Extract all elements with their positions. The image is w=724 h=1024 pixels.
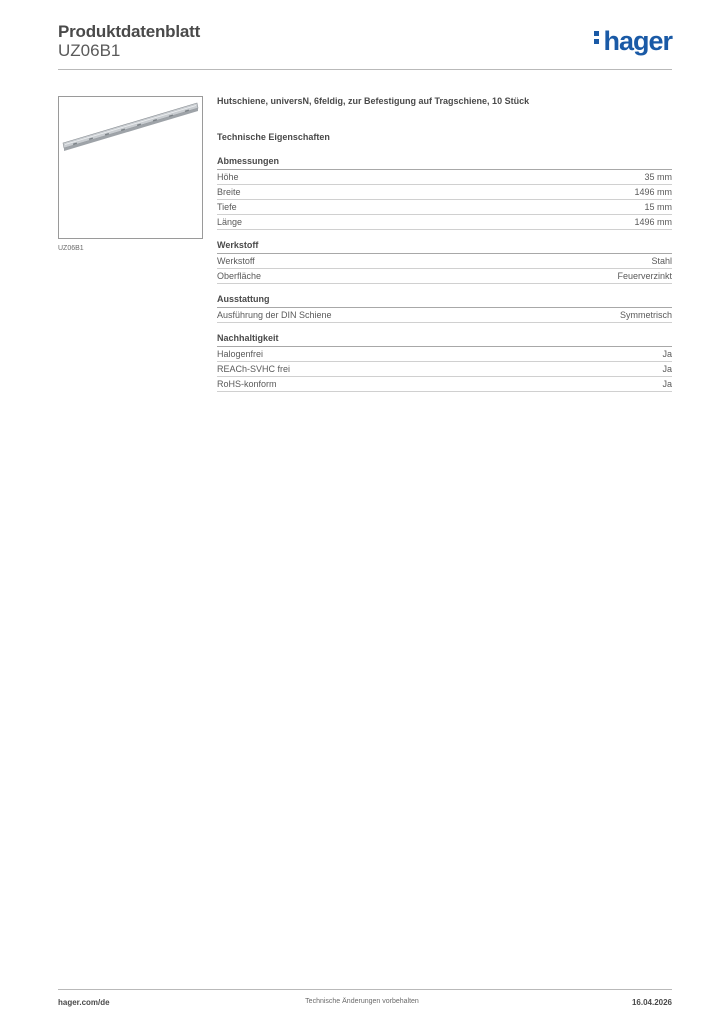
footer-date: 16.04.2026 bbox=[631, 998, 672, 1007]
group-title: Nachhaltigkeit bbox=[217, 333, 672, 347]
property-label: Länge bbox=[217, 217, 243, 227]
property-label: Höhe bbox=[217, 172, 239, 182]
property-row bbox=[217, 347, 672, 362]
group-title: Abmessungen bbox=[217, 156, 672, 170]
logo-dots-icon bbox=[594, 28, 600, 47]
product-description: Hutschiene, universN, 6feldig, zur Befestigung auf Tragschiene, 10 Stück bbox=[217, 96, 530, 106]
property-label: Breite bbox=[217, 187, 241, 197]
footer-notice: Technische Änderungen vorbehalten bbox=[305, 998, 419, 1005]
property-label: RoHS-konform bbox=[217, 379, 277, 389]
property-value: Ja bbox=[662, 379, 672, 389]
property-value: Symmetrisch bbox=[619, 310, 672, 320]
property-value: 35 mm bbox=[644, 172, 672, 182]
page-header bbox=[58, 20, 672, 70]
property-row bbox=[217, 215, 672, 230]
logo-text: hager bbox=[603, 26, 672, 56]
group-title: Ausstattung bbox=[217, 294, 672, 308]
group-sustainability bbox=[217, 333, 672, 392]
property-row bbox=[217, 185, 672, 200]
property-row bbox=[217, 269, 672, 284]
property-value: Stahl bbox=[651, 256, 672, 266]
section-technical-properties: Technische Eigenschaften bbox=[217, 132, 330, 142]
property-label: Tiefe bbox=[217, 202, 237, 212]
property-row bbox=[217, 308, 672, 323]
product-image-frame bbox=[58, 96, 203, 239]
product-image-caption: UZ06B1 bbox=[58, 245, 84, 252]
property-label: Oberfläche bbox=[217, 271, 262, 281]
property-value: Ja bbox=[662, 364, 672, 374]
group-dimensions bbox=[217, 156, 672, 230]
property-row bbox=[217, 170, 672, 185]
property-label: Ausführung der DIN Schiene bbox=[217, 310, 332, 320]
group-material bbox=[217, 240, 672, 284]
property-value: Ja bbox=[662, 349, 672, 359]
document-title: Produktdatenblatt bbox=[58, 22, 201, 41]
property-value: 1496 mm bbox=[634, 217, 672, 227]
property-value: 15 mm bbox=[644, 202, 672, 212]
property-label: Werkstoff bbox=[217, 256, 255, 266]
property-value: Feuerverzinkt bbox=[617, 271, 672, 281]
property-row bbox=[217, 362, 672, 377]
footer-website-link[interactable]: hager.com/de bbox=[58, 998, 110, 1007]
property-row bbox=[217, 254, 672, 269]
property-row bbox=[217, 200, 672, 215]
group-equipment bbox=[217, 294, 672, 323]
property-row bbox=[217, 377, 672, 392]
product-details bbox=[217, 96, 672, 392]
product-code: UZ06B1 bbox=[58, 41, 121, 60]
din-rail-image bbox=[59, 97, 202, 238]
property-label: Halogenfrei bbox=[217, 349, 264, 359]
group-title: Werkstoff bbox=[217, 240, 672, 254]
property-value: 1496 mm bbox=[634, 187, 672, 197]
footer-divider bbox=[58, 989, 672, 990]
hager-logo bbox=[594, 26, 672, 57]
property-label: REACh-SVHC frei bbox=[217, 364, 291, 374]
header-divider bbox=[58, 69, 672, 70]
